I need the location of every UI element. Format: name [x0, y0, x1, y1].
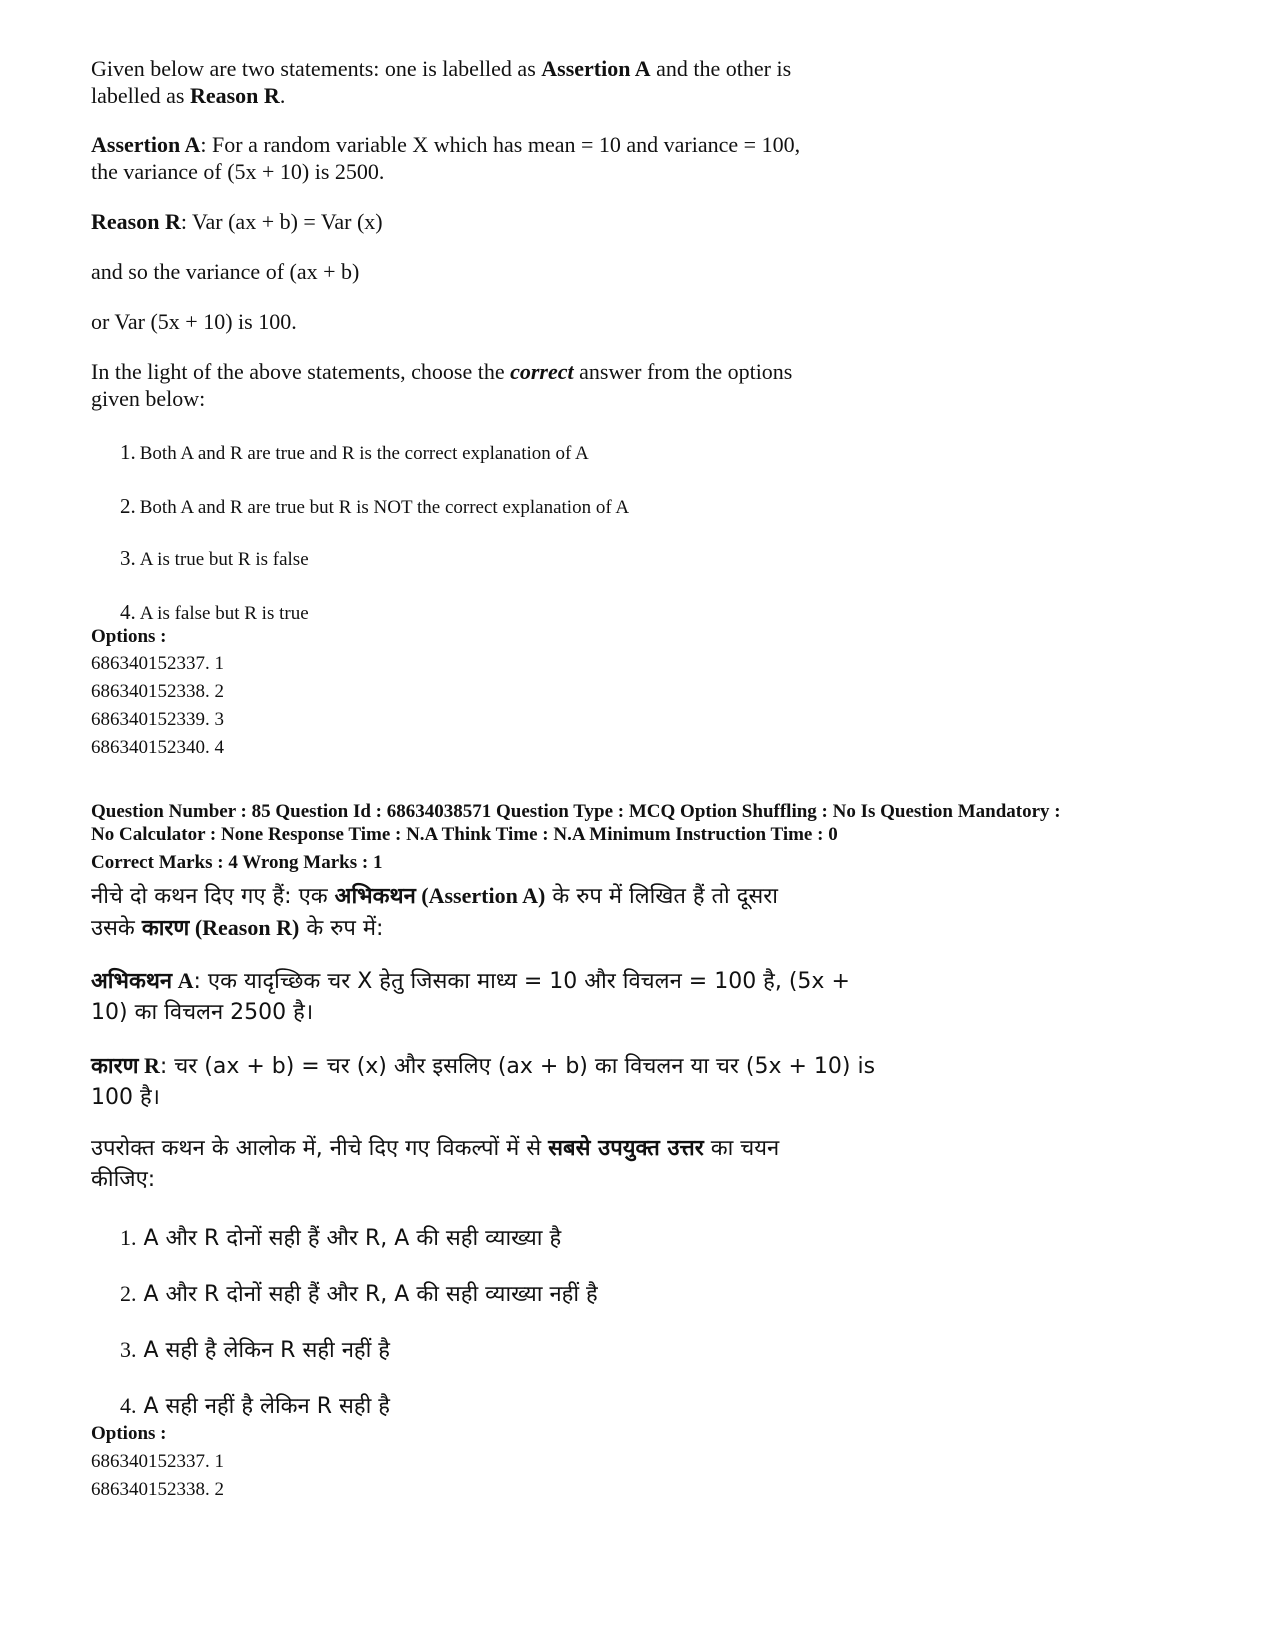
question-meta: Question Number : 85 Question Id : 68634038571 Question Type : MCQ Option Shuffling : No Is Question Mandatory :: [91, 801, 1061, 822]
option-id: 686340152337. 1: [91, 1451, 224, 1472]
hindi-answer-option: 1. A और R दोनों सही हैं और R, A की सही व्याख्या है: [120, 1225, 562, 1251]
options-label: Options :: [91, 626, 167, 647]
intro-text: labelled as: [91, 83, 190, 108]
hindi-intro: नीचे दो कथन दिए गए हैं: एक अभिकथन (Assertion A) के रुप में लिखित हैं तो दूसरा उसके कारण (Reason R) के रुप में:: [91, 883, 779, 941]
assertion-label: Assertion A: [541, 56, 651, 81]
intro-text: Given below are two statements: one is labelled as: [91, 56, 542, 81]
assertion-heading: Assertion A: [91, 132, 201, 157]
options-label: Options :: [91, 1423, 167, 1444]
reason-line-3: or Var (5x + 10) is 100.: [91, 309, 297, 334]
intro-text: and the other is: [650, 56, 792, 81]
option-id: 686340152340. 4: [91, 737, 224, 758]
assertion-text: the variance of (5x + 10) is 2500.: [91, 159, 385, 184]
answer-option: 3. A is true but R is false: [120, 546, 309, 570]
question-marks: Correct Marks : 4 Wrong Marks : 1: [91, 852, 383, 873]
answer-option: 2. Both A and R are true but R is NOT the correct explanation of A: [120, 494, 630, 518]
option-id: 686340152337. 1: [91, 653, 224, 674]
reason-heading: Reason R: [91, 209, 181, 234]
option-id: 686340152338. 2: [91, 1479, 224, 1500]
option-id: 686340152339. 3: [91, 709, 224, 730]
assertion-paragraph: [91, 131, 800, 185]
intro-text: .: [279, 83, 286, 108]
emphasis-correct: correct: [510, 359, 574, 384]
reason-label: Reason R: [189, 83, 280, 108]
question-meta: No Calculator : None Response Time : N.A Think Time : N.A Minimum Instruction Time : 0: [91, 824, 838, 845]
option-id: 686340152338. 2: [91, 681, 224, 702]
reason-line-2: and so the variance of (ax + b): [91, 259, 360, 284]
answer-option: 4. A is false but R is true: [120, 600, 309, 624]
hindi-answer-option: 3. A सही है लेकिन R सही नहीं है: [120, 1337, 390, 1363]
hindi-reason: कारण R: चर (ax + b) = चर (x) और इसलिए (ax + b) का विचलन या चर (5x + 10) is 100 है।: [91, 1053, 876, 1110]
hindi-assertion: अभिकथन A: एक यादृच्छिक चर X हेतु जिसका माध्य = 10 और विचलन = 100 है, (5x + 10) का विचलन 2500 है।: [91, 968, 850, 1025]
assertion-text: : For a random variable X which has mean = 10 and variance = 100,: [200, 132, 801, 157]
hindi-answer-option: 2. A और R दोनों सही हैं और R, A की सही व्याख्या नहीं है: [120, 1281, 598, 1307]
reason-text: : Var (ax + b) = Var (x): [180, 209, 383, 234]
intro-paragraph: [91, 55, 791, 109]
hindi-answer-option: 4. A सही नहीं है लेकिन R सही है: [120, 1393, 390, 1419]
instruction-paragraph: In the light of the above statements, choose the correct answer from the options given below:: [91, 359, 793, 411]
hindi-instruction: उपरोक्त कथन के आलोक में, नीचे दिए गए विकल्पों में से सबसे उपयुक्त उत्तर का चयन कीजिए:: [91, 1136, 780, 1192]
reason-paragraph: [91, 208, 383, 235]
answer-option: 1. Both A and R are true and R is the correct explanation of A: [120, 440, 589, 464]
